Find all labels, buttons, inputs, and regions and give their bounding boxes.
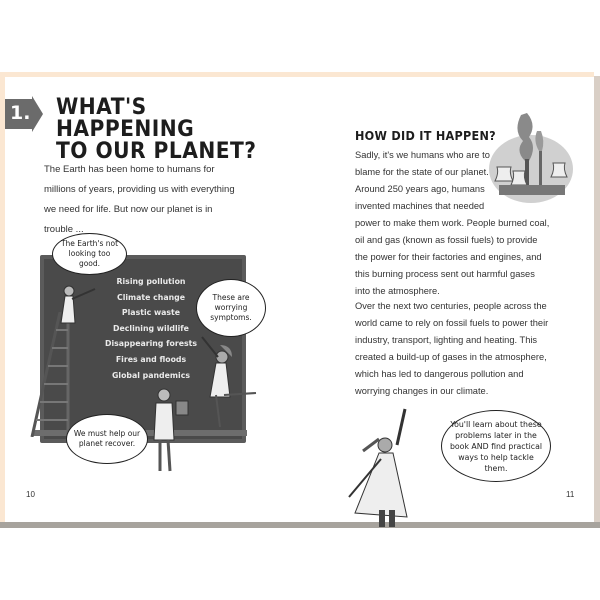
paragraph-2: Over the next two centuries, people across the world came to rely on fossil fuels to power their industry, transport, lighting and heating. This created a build-up of gases in the atmosphere, which has led to dangerous pollution and worrying changes in our climate.	[355, 301, 549, 396]
page-title	[56, 97, 258, 163]
symptom-item: Disappearing forests	[104, 339, 197, 349]
page-number-right: 11	[566, 490, 575, 499]
speech-bubble-learn-later: You'll learn about these problems later in the book AND find practical ways to help tackle them.	[441, 410, 551, 482]
title-line-1: WHAT'S HAPPENING	[56, 95, 195, 142]
section-heading: HOW DID IT HAPPEN?	[355, 128, 496, 143]
page-number-left: 10	[26, 490, 35, 499]
cheering-scientist-illustration	[345, 405, 430, 527]
speech-bubble-help-planet: We must help our planet recover.	[66, 414, 148, 464]
clipboard-scientist-illustration	[150, 385, 190, 475]
paragraph-1-start: Sadly, it's we humans who are to blame for the state of our planet. Around 250 years ago, humans invented machines that needed	[355, 150, 490, 211]
symptom-item: Plastic waste	[121, 308, 181, 318]
symptom-item: Rising pollution	[116, 277, 186, 286]
symptoms-list	[96, 274, 206, 383]
intro-paragraph: The Earth has been home to humans for millions of years, providing us with everything we need for life. But now our planet is in trouble ...	[44, 164, 235, 235]
speech-bubble-earth-not-good: The Earth's not looking too good.	[52, 233, 127, 275]
symptom-item: Climate change	[116, 292, 186, 302]
power-plant-illustration	[487, 111, 575, 207]
chapter-arrow-icon	[32, 96, 43, 132]
symptom-item: Fires and floods	[115, 354, 187, 364]
page-edge-right	[594, 76, 600, 528]
speech-bubble-worrying-symptoms: These are worrying symptoms.	[196, 279, 266, 337]
title-line-2: TO OUR PLANET?	[56, 139, 257, 164]
pointing-scientist-illustration	[192, 335, 262, 430]
symptom-item: Global pandemics	[112, 370, 190, 380]
paragraph-1-continued: power to make them work. People burned coal, oil and gas (known as fossil fuels) to provide the power for their factories and engines, and this burning process sent out harmful gases into the atmosphere.	[355, 218, 550, 296]
symptom-item: Declining wildlife	[113, 323, 189, 333]
chapter-number: 1.	[10, 102, 31, 124]
page-edge-bottom	[0, 522, 600, 528]
ladder-scientist-illustration	[55, 283, 100, 333]
